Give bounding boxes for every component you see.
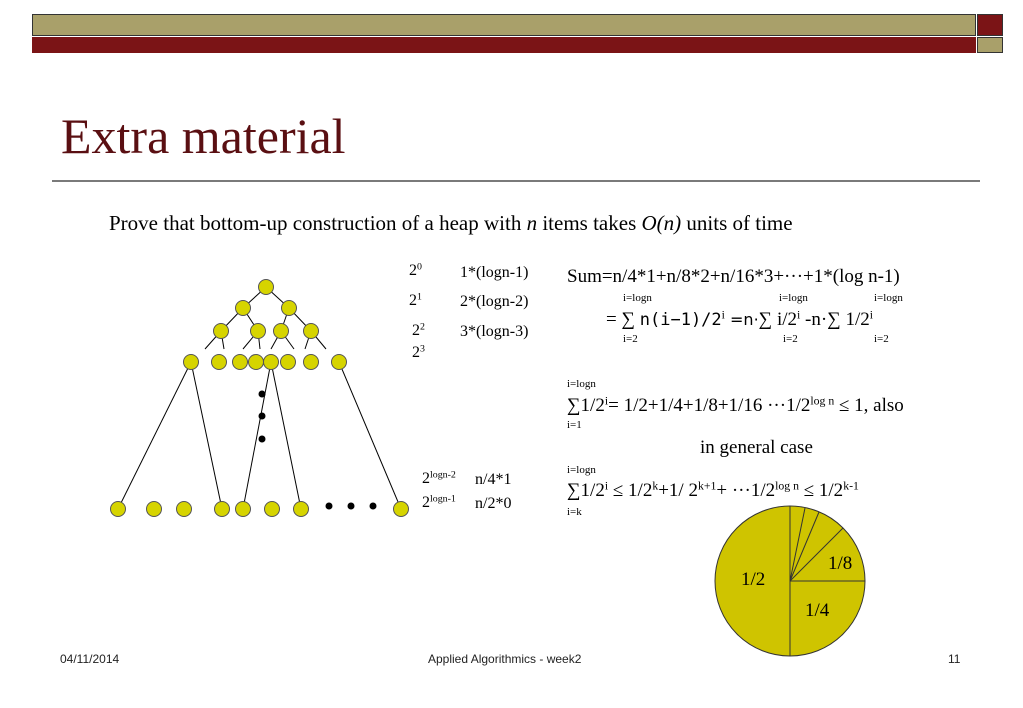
tree-node bbox=[177, 502, 192, 517]
geometric-bound: $\sum 1/2^i= 1/2+1/4+1/8+1/16 \cdot\cdot\cdot 1/2^{log n} \le 1$, also bbox=[567, 394, 904, 416]
sigma-upper-2: i=logn bbox=[779, 292, 808, 304]
tree-edge bbox=[271, 362, 301, 509]
level-cost-0: 1*(logn-1) bbox=[460, 264, 529, 281]
pie-label-half: 1/2 bbox=[741, 569, 766, 590]
tree-edge bbox=[339, 362, 401, 509]
sigma-lower-2: i=2 bbox=[783, 333, 798, 345]
sigma-upper-5: i=logn bbox=[567, 464, 596, 476]
sigma-lower-5: i=k bbox=[567, 506, 582, 518]
slide-title: Extra material bbox=[61, 108, 346, 164]
fraction-pie bbox=[715, 506, 865, 656]
sigma-lower-1: i=2 bbox=[623, 333, 638, 345]
tree-node bbox=[281, 355, 296, 370]
level-label-1: $2^1$ bbox=[409, 291, 422, 309]
tree-node bbox=[212, 355, 227, 370]
level-label-0: $2^0$ bbox=[409, 261, 422, 279]
tree-node bbox=[274, 324, 289, 339]
sigma-upper-3: i=logn bbox=[874, 292, 903, 304]
footer-course: Applied Algorithmics - week2 bbox=[428, 652, 582, 666]
tree-node bbox=[304, 355, 319, 370]
statement-pre: Prove that bottom-up construction of a heap with bbox=[109, 211, 527, 235]
level-label-3: $2^3$ bbox=[412, 343, 425, 361]
pie-label-quarter: 1/4 bbox=[805, 600, 830, 621]
footer-date: 04/11/2014 bbox=[60, 652, 120, 666]
statement-post: units of time bbox=[681, 211, 793, 235]
horizontal-dot bbox=[370, 503, 377, 510]
level-cost-logn-2: n/4*1 bbox=[475, 471, 512, 488]
tree-node bbox=[215, 502, 230, 517]
pie-label-eighth: 1/8 bbox=[828, 553, 853, 574]
vertical-dot bbox=[259, 391, 266, 398]
tree-edge bbox=[118, 362, 191, 509]
tree-node bbox=[332, 355, 347, 370]
tree-node bbox=[259, 280, 274, 295]
sum-expansion: = ∑ $n(i-1)/2^i =n\cdot\sum$ i/2$^i$ -n·∑ 1/2$^i$ bbox=[606, 308, 874, 330]
tree-node bbox=[394, 502, 409, 517]
tree-node bbox=[294, 502, 309, 517]
tree-node bbox=[304, 324, 319, 339]
tree-edge bbox=[191, 362, 222, 509]
level-label-2: $2^2$ bbox=[412, 321, 425, 339]
vertical-dot bbox=[259, 436, 266, 443]
level-cost-logn-1: n/2*0 bbox=[475, 495, 512, 512]
sum-formula: Sum=n/4*1+n/8*2+n/16*3+···+1*(log n-1) bbox=[567, 266, 900, 287]
tree-node bbox=[282, 301, 297, 316]
statement-var-n: n bbox=[526, 211, 538, 235]
horizontal-dot bbox=[348, 503, 355, 510]
tree-node bbox=[251, 324, 266, 339]
statement-big-o: O(n) bbox=[641, 211, 682, 235]
tree-node bbox=[236, 502, 251, 517]
tree-edge bbox=[243, 362, 271, 509]
tree-node bbox=[233, 355, 248, 370]
vertical-dot bbox=[259, 413, 266, 420]
tree-node bbox=[236, 301, 251, 316]
tree-node bbox=[264, 355, 279, 370]
tree-node bbox=[111, 502, 126, 517]
tree-node bbox=[265, 502, 280, 517]
tree-node bbox=[184, 355, 199, 370]
sigma-lower-3: i=2 bbox=[874, 333, 889, 345]
horizontal-dot bbox=[326, 503, 333, 510]
tree-nodes bbox=[111, 280, 409, 517]
statement-mid: items takes bbox=[537, 211, 642, 235]
general-bound: $\sum 1/2^i \le 1/2^k+1/$ $2^{k+1}+ \cdot\cdot\cdot 1/2^{log n} \le 1/2^{k-1}$ bbox=[567, 479, 859, 501]
level-label-logn-2: $2^{logn-2}$ bbox=[422, 469, 456, 487]
level-cost-2: 3*(logn-3) bbox=[460, 323, 529, 340]
tree-node bbox=[249, 355, 264, 370]
general-case-label: in general case bbox=[700, 437, 813, 458]
tree-node bbox=[147, 502, 162, 517]
level-cost-1: 2*(logn-2) bbox=[460, 293, 529, 310]
sigma-upper-4: i=logn bbox=[567, 378, 596, 390]
footer-page-number: 11 bbox=[948, 652, 961, 666]
tree-edges bbox=[118, 287, 401, 509]
tree-node bbox=[214, 324, 229, 339]
sigma-lower-4: i=1 bbox=[567, 419, 582, 431]
level-label-logn-1: $2^{logn-1}$ bbox=[422, 493, 456, 511]
sigma-upper-1: i=logn bbox=[623, 292, 652, 304]
